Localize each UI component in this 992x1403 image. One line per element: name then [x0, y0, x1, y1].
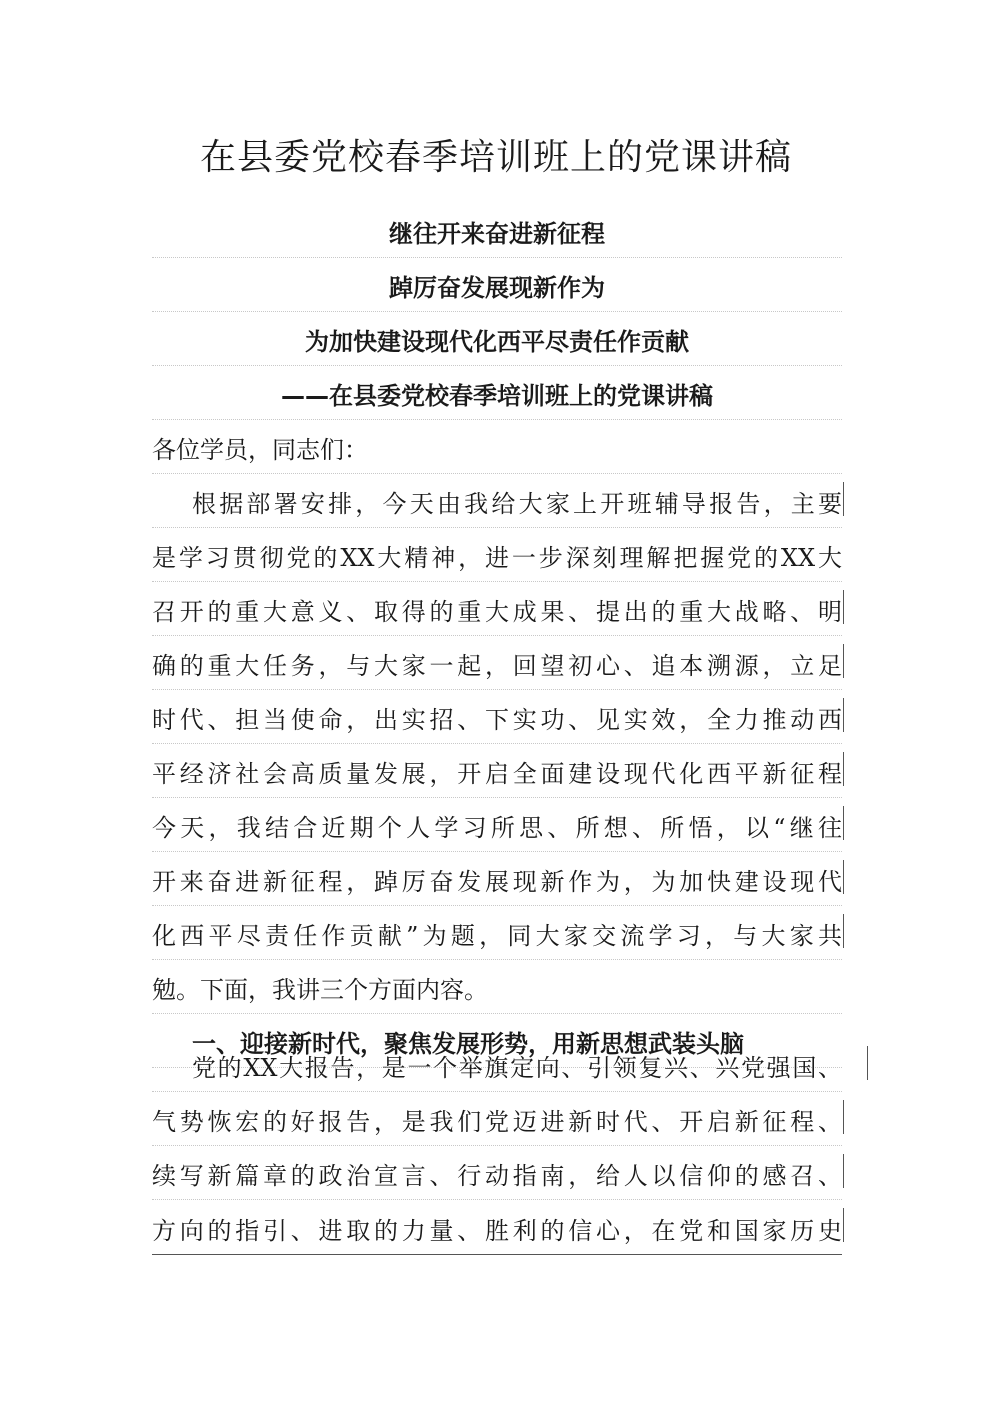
- subtitle-text: 继往开来奋进新征程: [389, 220, 605, 248]
- paragraph-text: 气势恢宏的好报告，是我们党迈进新时代、开启新征程、: [152, 1108, 842, 1136]
- subtitle-line: [152, 366, 842, 420]
- paragraph-line: [152, 744, 842, 798]
- paragraph-line: [152, 528, 842, 582]
- text-cursor-mark: [843, 860, 844, 894]
- paragraph-text: 开来奋进新征程，踔厉奋发展现新作为，为加快建设现代: [152, 868, 842, 896]
- paragraph-text: 确的重大任务，与大家一起，回望初心、追本溯源，立足: [152, 652, 842, 680]
- paragraph-text: 召开的重大意义、取得的重大成果、提出的重大战略、明: [152, 598, 842, 626]
- paragraph-text: 根据部署安排，今天由我给大家上开班辅导报告，主要: [192, 490, 842, 518]
- paragraph-line: [152, 1200, 842, 1254]
- subtitle-text: ——在县委党校春季培训班上的党课讲稿: [281, 382, 713, 410]
- section-heading-text: 一、迎接新时代，聚焦发展形势，用新思想武装头脑: [192, 1030, 744, 1058]
- paragraph-line: [152, 906, 842, 960]
- text-cursor-mark: [843, 698, 844, 732]
- text-cursor-mark: [843, 1208, 844, 1242]
- paragraph-text: 时代、担当使命，出实招、下实功、见实效，全力推动西: [152, 706, 842, 734]
- paragraph-text: 勉。下面，我讲三个方面内容。: [152, 976, 488, 1004]
- subtitle-line: [152, 204, 842, 258]
- paragraph-text: 平经济社会高质量发展，开启全面建设现代化西平新征程: [152, 760, 842, 788]
- paragraph-text: 化西平尽责任作贡献”为题，同大家交流学习，与大家共: [152, 922, 842, 950]
- paragraph-line: [152, 636, 842, 690]
- text-cursor-mark: [843, 644, 844, 678]
- paragraph-text: 方向的指引、进取的力量、胜利的信心，在党和国家历史: [152, 1217, 842, 1245]
- subtitle-line: [152, 258, 842, 312]
- paragraph-line: [152, 1092, 842, 1146]
- text-cursor-mark: [843, 806, 844, 840]
- subtitle-text: 为加快建设现代化西平尽责任作贡献: [305, 328, 689, 356]
- paragraph-line: [152, 1038, 842, 1092]
- text-cursor-mark: [843, 590, 844, 624]
- text-cursor-mark: [843, 482, 844, 516]
- paragraph-line: [152, 474, 842, 528]
- subtitle-line: [152, 312, 842, 366]
- text-cursor-mark: [843, 914, 844, 948]
- paragraph-text: 续写新篇章的政治宣言、行动指南，给人以信仰的感召、: [152, 1162, 842, 1190]
- paragraph-line: [152, 1146, 842, 1200]
- paragraph-line: [152, 960, 842, 1014]
- salutation-line: [152, 420, 842, 474]
- paragraph-line: [152, 582, 842, 636]
- page-title: 在县委党校春季培训班上的党课讲稿: [199, 137, 792, 178]
- salutation-text: 各位学员，同志们：: [152, 436, 368, 464]
- paragraph-line: [152, 798, 842, 852]
- text-cursor-mark: [867, 1046, 868, 1080]
- page-bottom-rule: [152, 1254, 842, 1255]
- subtitle-text: 踔厉奋发展现新作为: [389, 274, 605, 302]
- paragraph-line: [152, 852, 842, 906]
- paragraph-text: 是学习贯彻党的XX大精神，进一步深刻理解把握党的XX大: [152, 544, 842, 572]
- text-cursor-mark: [843, 1100, 844, 1134]
- text-cursor-mark: [843, 752, 844, 786]
- paragraph-text: 党的XX大报告，是一个举旗定向、引领复兴、兴党强国、: [192, 1054, 842, 1082]
- text-cursor-mark: [843, 1154, 844, 1188]
- paragraph-text: 今天，我结合近期个人学习所思、所想、所悟，以“继往: [152, 814, 842, 842]
- paragraph-line: [152, 690, 842, 744]
